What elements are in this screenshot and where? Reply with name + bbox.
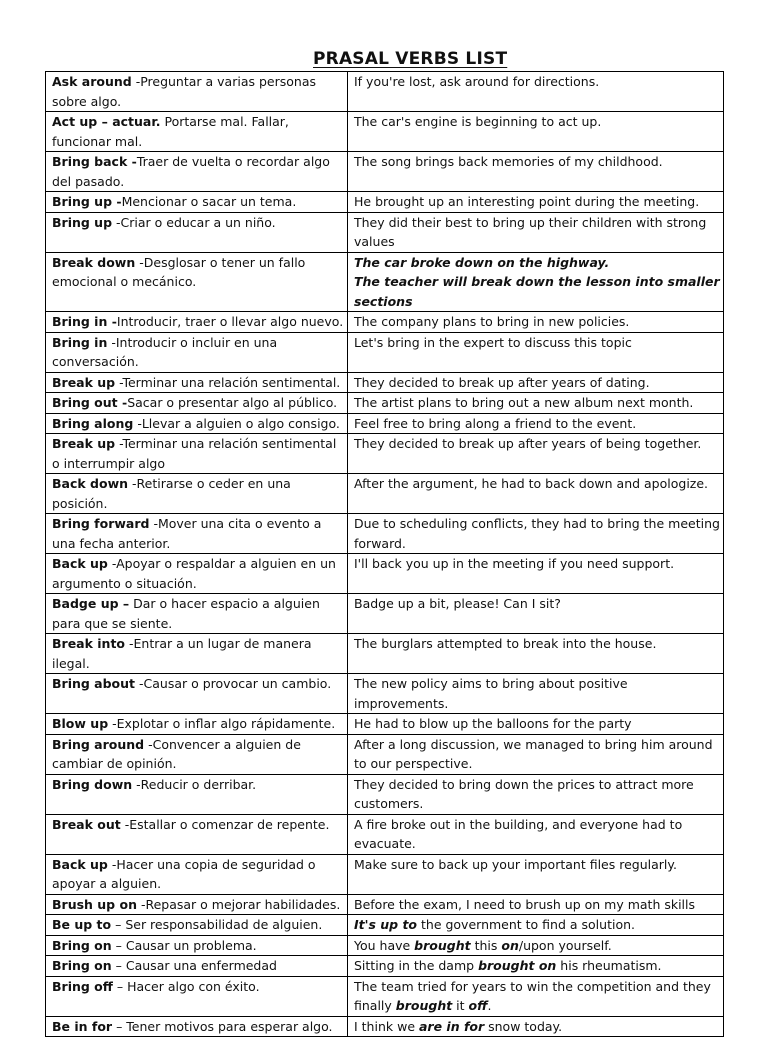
table-row [46, 714, 724, 735]
verb-cell [46, 915, 348, 936]
table-row [46, 332, 724, 372]
verb-cell [46, 434, 348, 474]
verb-cell [46, 714, 348, 735]
table-row [46, 674, 724, 714]
table-row [46, 312, 724, 333]
verb-cell [46, 312, 348, 333]
example-cell: Make sure to back up your important files regularly. [348, 854, 724, 894]
example-cell: If you're lost, ask around for directions. [348, 72, 724, 112]
phrasal-verb: Bring up [52, 214, 113, 230]
verb-meaning: -Retirarse o ceder en una posición. [52, 476, 291, 511]
phrasal-verb: Be up to [52, 917, 112, 932]
example-cell: Feel free to bring along a friend to the event. [348, 413, 724, 434]
verb-cell [46, 976, 348, 1016]
verb-cell [46, 674, 348, 714]
example-cell: The artist plans to bring out a new album next month. [348, 393, 724, 414]
table-row [46, 514, 724, 554]
example-cell: Sitting in the damp brought on his rheumatism. [348, 956, 724, 977]
verb-meaning: -Mover una cita o evento a una fecha anterior. [52, 516, 322, 551]
table-body [46, 72, 724, 1037]
example-cell: You have brought this on/upon yourself. [348, 935, 724, 956]
verb-meaning: -Terminar una relación sentimental o interrumpir algo [52, 436, 337, 471]
verb-meaning: -Causar o provocar un cambio. [135, 676, 332, 691]
example-cell: He brought up an interesting point during the meeting. [348, 192, 724, 213]
example-cell: The company plans to bring in new policies. [348, 312, 724, 333]
verb-cell [46, 854, 348, 894]
verb-meaning: – Causar una enfermedad [111, 958, 277, 973]
verb-cell [46, 212, 348, 252]
phrasal-verb: Bring on [52, 958, 112, 973]
verb-meaning: Portarse mal. Fallar, funcionar mal. [52, 114, 289, 149]
verb-cell [46, 734, 348, 774]
verb-meaning: -Criar o educar a un niño. [112, 214, 276, 230]
example-cell: They decided to break up after years of dating. [348, 372, 724, 393]
verb-meaning: Dar o hacer espacio a alguien para que se siente. [52, 596, 320, 631]
example-cell: I'll back you up in the meeting if you need support. [348, 554, 724, 594]
verb-meaning: -Preguntar a varias personas sobre algo. [52, 74, 316, 109]
verb-meaning: -Estallar o comenzar de repente. [120, 816, 330, 832]
phrasal-verb: Bring down [52, 776, 133, 792]
table-row [46, 212, 724, 252]
table-row [46, 252, 724, 312]
example-cell: Before the exam, I need to brush up on my math skills [348, 894, 724, 915]
phrasal-verb: Bring up - [52, 194, 122, 209]
verb-cell [46, 894, 348, 915]
phrasal-verb: Bring off [52, 978, 113, 994]
table-row [46, 814, 724, 854]
phrasal-verbs-table [45, 71, 724, 1037]
table-row [46, 915, 724, 936]
verb-meaning: – Hacer algo con éxito. [112, 978, 260, 994]
phrasal-verb: Bring in - [52, 314, 117, 329]
example-cell: He had to blow up the balloons for the party [348, 714, 724, 735]
verb-meaning: Mencionar o sacar un tema. [121, 194, 297, 209]
verb-cell [46, 72, 348, 112]
phrasal-verb: Bring on [52, 937, 112, 953]
verb-cell [46, 152, 348, 192]
phrasal-verb: Bring forward [52, 516, 150, 531]
verb-cell [46, 935, 348, 956]
verb-meaning: -Llevar a alguien o algo consigo. [133, 415, 340, 431]
table-row [46, 634, 724, 674]
verb-cell [46, 332, 348, 372]
table-row [46, 72, 724, 112]
verb-cell [46, 774, 348, 814]
verb-meaning: – Causar un problema. [111, 937, 257, 953]
verb-cell [46, 554, 348, 594]
phrasal-verb: Blow up [52, 716, 109, 731]
verb-meaning: -Hacer una copia de seguridad o apoyar a alguien. [52, 856, 316, 891]
phrasal-verb: Bring around [52, 736, 145, 752]
verb-meaning: -Reducir o derribar. [132, 776, 257, 792]
example-cell: The car broke down on the highway. The teacher will break down the lesson into smaller sections [348, 252, 724, 312]
verb-cell [46, 1016, 348, 1037]
verb-cell [46, 514, 348, 554]
example-cell: The team tried for years to win the competition and they finally brought it off. [348, 976, 724, 1016]
verb-meaning: -Apoyar o respaldar a alguien en un argumento o situación. [52, 556, 336, 591]
phrasal-verb: Break out [52, 816, 121, 832]
verb-cell [46, 112, 348, 152]
example-cell: After the argument, he had to back down and apologize. [348, 474, 724, 514]
verb-meaning: -Desglosar o tener un fallo emocional o mecánico. [52, 254, 306, 289]
table-row [46, 935, 724, 956]
phrasal-verb: Back down [52, 476, 129, 491]
example-cell: The car's engine is beginning to act up. [348, 112, 724, 152]
phrasal-verb: Break into [52, 636, 126, 651]
table-row [46, 192, 724, 213]
verb-meaning: Traer de vuelta o recordar algo del pasado. [52, 154, 330, 189]
example-cell: They decided to break up after years of being together. [348, 434, 724, 474]
verb-meaning: – Ser responsabilidad de alguien. [111, 917, 323, 932]
example-cell: They decided to bring down the prices to attract more customers. [348, 774, 724, 814]
phrasal-verb: Back up [52, 856, 108, 872]
table-row [46, 474, 724, 514]
phrasal-verb: Act up – actuar. [52, 114, 161, 129]
table-row [46, 774, 724, 814]
phrasal-verb: Bring along [52, 415, 134, 431]
table-row [46, 372, 724, 393]
example-cell: The song brings back memories of my childhood. [348, 152, 724, 192]
table-row [46, 554, 724, 594]
example-cell: Let's bring in the expert to discuss this topic [348, 332, 724, 372]
table-row [46, 956, 724, 977]
verb-meaning: -Introducir o incluir en una conversación. [52, 334, 278, 369]
table-row [46, 393, 724, 414]
example-cell: I think we are in for snow today. [348, 1016, 724, 1037]
verb-meaning: Sacar o presentar algo al público. [127, 395, 338, 410]
verb-cell [46, 252, 348, 312]
verb-meaning: -Entrar a un lugar de manera ilegal. [52, 636, 312, 671]
verb-meaning: -Terminar una relación sentimental. [115, 374, 341, 390]
phrasal-verb: Bring about [52, 676, 136, 691]
phrasal-verb: Bring in [52, 334, 108, 350]
verb-meaning: Introducir, traer o llevar algo nuevo. [116, 314, 344, 329]
phrasal-verb: Back up [52, 556, 108, 571]
table-row [46, 1016, 724, 1037]
example-cell: The new policy aims to bring about positive improvements. [348, 674, 724, 714]
example-cell: Due to scheduling conflicts, they had to bring the meeting forward. [348, 514, 724, 554]
example-cell: It's up to the government to find a solution. [348, 915, 724, 936]
phrasal-verb: Be in for [52, 1018, 113, 1034]
verb-meaning: – Tener motivos para esperar algo. [112, 1018, 333, 1034]
verb-meaning: -Convencer a alguien de cambiar de opinión. [52, 736, 301, 771]
table-row [46, 594, 724, 634]
verb-cell [46, 474, 348, 514]
phrasal-verb: Bring back - [52, 154, 137, 169]
verb-cell [46, 413, 348, 434]
phrasal-verb: Break down [52, 254, 136, 270]
table-row [46, 976, 724, 1016]
table-row [46, 112, 724, 152]
example-cell: The burglars attempted to break into the house. [348, 634, 724, 674]
example-cell: A fire broke out in the building, and everyone had to evacuate. [348, 814, 724, 854]
phrasal-verb: Break up [52, 374, 116, 390]
phrasal-verb: Ask around [52, 74, 132, 89]
table-row [46, 894, 724, 915]
verb-cell [46, 372, 348, 393]
verb-cell [46, 594, 348, 634]
verb-cell [46, 192, 348, 213]
table-row [46, 434, 724, 474]
table-row [46, 854, 724, 894]
verb-meaning: -Repasar o mejorar habilidades. [136, 896, 341, 912]
verb-cell [46, 634, 348, 674]
example-cell: After a long discussion, we managed to bring him around to our perspective. [348, 734, 724, 774]
verb-cell [46, 393, 348, 414]
phrasal-verb: Break up [52, 436, 116, 451]
phrasal-verb: Bring out - [52, 395, 128, 410]
example-cell: They did their best to bring up their children with strong values [348, 212, 724, 252]
example-cell: Badge up a bit, please! Can I sit? [348, 594, 724, 634]
phrasal-verb: Badge up – [52, 596, 130, 611]
table-row [46, 152, 724, 192]
document-title: PRASAL VERBS LIST [313, 49, 508, 69]
table-row [46, 734, 724, 774]
verb-cell [46, 814, 348, 854]
verb-cell [46, 956, 348, 977]
table-row [46, 413, 724, 434]
verb-meaning: -Explotar o inflar algo rápidamente. [108, 716, 336, 731]
phrasal-verb: Brush up on [52, 896, 137, 912]
